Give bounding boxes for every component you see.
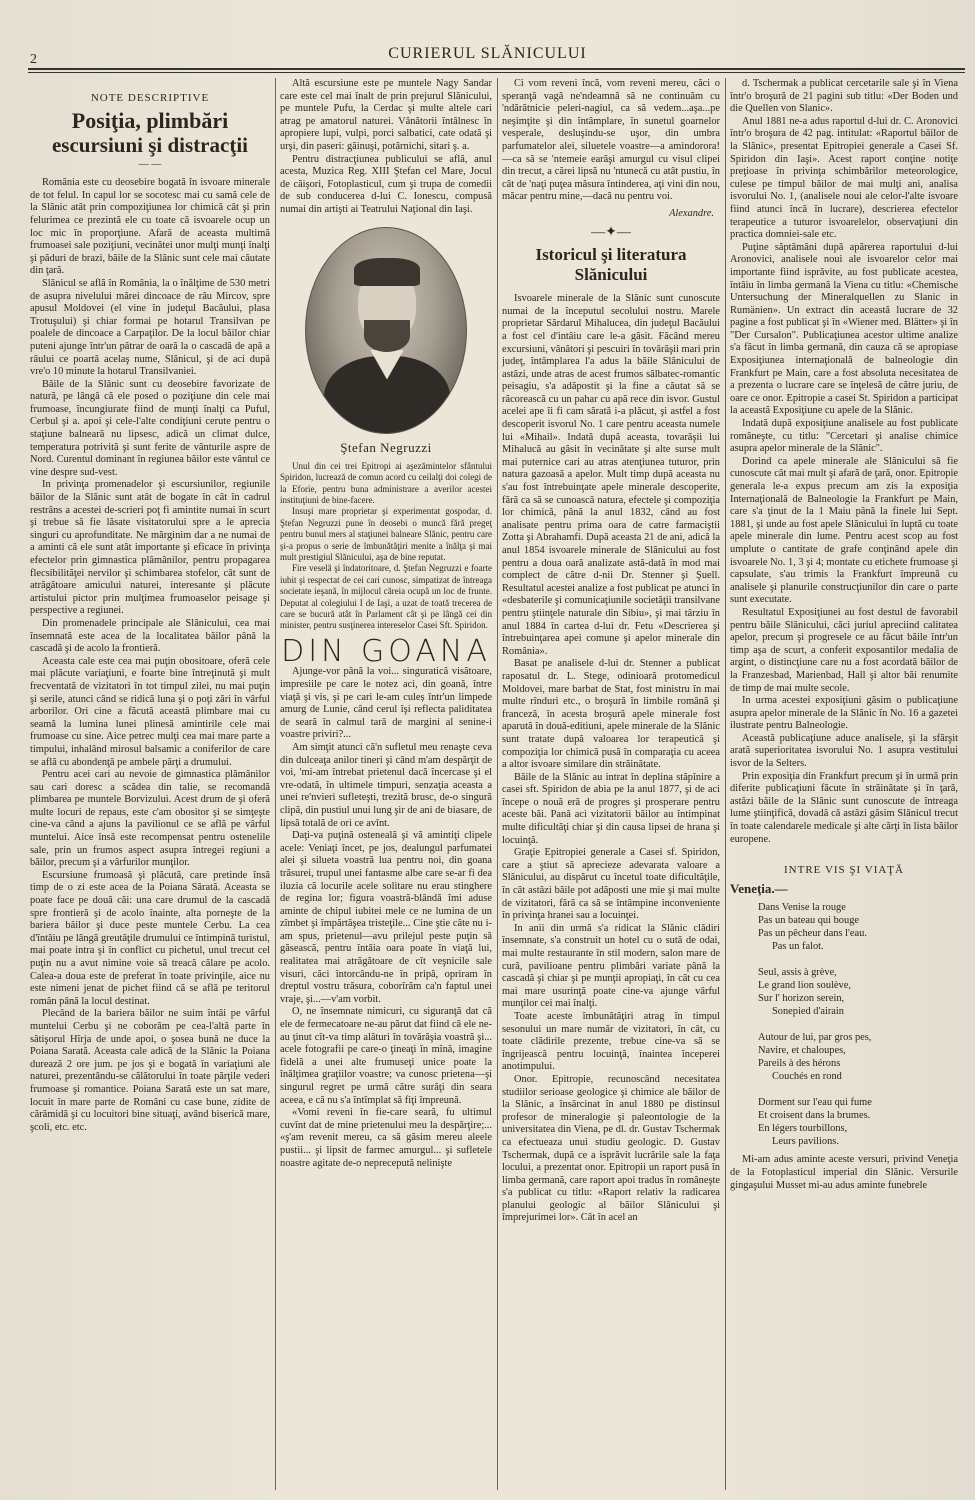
poem-line: Couchés en rond [772,1071,842,1083]
paragraph: d. Tschermak a publicat cercetarile sale şi în Viena într'o broşură de 21 pagini sub titlu: «Der Boden und die Quellen von Slanic». [730,78,958,115]
poem-title: Veneţia.— [730,880,788,896]
poem [758,901,958,1148]
column-divider [275,78,276,1490]
column-4 [730,78,958,1493]
paragraph: Pentru distracţiunea publicului se află, anul acesta, Muzica Reg. XIII Ştefan cel Mare, Jocul de căişori, Fotoplasticul, cum şi trupa de comedii de sub conducerea d-lui C. Ionescu, compusă numai din artişti ai Teatrului Naţional din Iaşi. [280,153,492,215]
header-rule [28,68,965,70]
paragraph: Ajunge-vor până la voi... singuratică visătoare, impresiile pe care le notez aci, din goană, între viaţă şi vis, şi pe cari le-am culeș într'un limpede amurg de Lunie, când cerul îşi reflecta paliditatea de seară în calmul tară de margini al senine-i voastre priviri?... [280,666,492,741]
poem-line [758,1083,958,1096]
column-divider [725,78,726,1490]
poem-line: Pareils à des hérons [758,1058,841,1070]
paragraph: Altă escursiune este pe muntele Nagy Sandar care este cel mai înalt de prin prejurul Slănicului, pe muntele Pufu, la Cerdac şi multe altele cari atrag pe amatorul naturei. Vânătorii întâlnesc în apropiere lupi, vulpi, porci salbatici, cate odată şi urşi, din paseri: găinuşi, potârnichi, sitari ş. a. [280,78,492,152]
paragraph: Slănicul se află în România, la o înălţime de 530 metri de asupra nivelului mărei dincoace de râu Mircov, spre apusul Moldovei (el vine în judeţul Bacăului, plasa Trotuşului) şi chiar formai pe hotarul Transilvan pe poalele de dincoace a Carpaţilor. De la locul băilor chiar puteni ajunge într'un pătrar de oară la o cascadă de apă a râului ce poartă acelaş nume, Slănicul, şi de aci după vre'o 10 minute la hotarul Transilvaniei. [30,277,270,378]
paragraph: Toate aceste îmbunătăţiri atrag în timpul sesonului un mare număr de vizitatori, în cât, cu toate clădirile prezente, trebue cine-va să se îngrijească pentru locuinţă, înaintea începerei anotimpului. [502,1010,720,1073]
poem-line [758,1018,958,1031]
portrait-name: Ştefan Negruzzi [340,440,432,456]
article-title [30,109,270,157]
paragraph: Băile de la Slănic au intrat în deplina stăpînire a casei sft. Spiridon de abia pe la anul 1877, şi de aci începe o nouă eră de progres şi prosperare pentru aceste băi. Pană aci vizitatorii băilor au întimpinat multe dificultăţi chiar şi din causa lipsei de hrana şi locuinţă. [502,771,720,846]
poem-line [758,953,958,966]
paragraph: Pentru acei cari au nevoie de gimnastica plămânilor sau cari doresc a scădea din talie, se recomandă plimbarea pe muntele Borvizului. Acest drum de şi oferă multe locuri de repaus, este c'am obositor şi se simţeşte cine-va când a ajuns la pavilionul ce se află pe vârful muntelui. Aice însă este recompensat pentru ostenelile sale, prin un frumos aspect asupra întregei regiuni a băilor, precum şi a vârfurilor munţilor. [30,769,270,869]
header-rule-thin [28,72,965,73]
caption-paragraph: Fire veselă şi îndatoritoare, d. Ştefan Negruzzi e foarte iubit şi respectat de cei cari cunosc, simpatizat de întreaga societate ieşană, în mijlocul căreia ocupă un loc de frunte. Deputat al colegiului I de Iaşi, a uzat de toată trecerea de care se bucură atât în Parlament cât şi pe lângă cei din minister, pentru susţinerea intereselor Casei Sft. Spiridon. [280,563,492,631]
paragraph: Această publicaţiune aduce analisele, şi la sfârşit arată superioritatea isvorului No. 1 asupra vestitului isvor de la Selters. [730,732,958,770]
caption-paragraph: Unul din cei trei Epitropi ai aşezămintelor sfântului Spiridon, lucrează de comun acord cu ceilalţi doi colegi de la Eforie, pentru buna administrare a averilor acestei instituţiuni de bine-facere. [280,460,492,505]
paragraph: Aceasta cale este cea mai puţin obositoare, oferă cele mai plăcute variaţiuni, e foarte bine întreţinută şi mult frecventată de vizitatori în tot timpul zilei, nu mai puţin şi serile, atunci când se ridică luna şi o poţi zări în vârful arborilor. Ori cine a făcută această plimbare mai cu seamă la lumina lunei plinesă amintirile cele mai frumoase cu sine. Aice petrec mulţi cea mai mare parte a timpului, inhalând mirosul balsamic a coniferilor de care se află cu abondenţă pe ambele părţi a drumului. [30,655,270,768]
poem-line: Pas un falot. [772,941,824,953]
paragraph: Plecând de la bariera băilor ne suim întâi pe vârful muntelui Cerbu şi ne coborâm pe cea-l'altă parte în sătişorul Hîrja de unde apoi, o şosea bună ne duce la Poiana Sarată. Aceasta cale adică de la Slănic la Poiana durează 2 ore jum. pe jos şi e bogată în variaţiuni ale naturei, prezentându-se călătorului în toate părţile vederi frumoase şi romantice. Poiana Sarată este un sat mare, locuit în mare parte de Români cu case bune, zidite de cărămidă şi cu locuitori bine situaţi, având biserică mare, şcoli, etc. etc. [30,1008,270,1133]
paragraph: Daţi-va puţină osteneală şi vă amintiţi clipele acele: Veniaţi încet, pe jos, dealungul parfumatei alei şi silueta voastră lua pentru noi, din goana trăsurei, trupul unei fantasme albe care se-ar fi dea iluzia că locurile acele solitare nu erau stinghere de regina lor; figura voastră-blândă îmi aduse aminte de chipul iubitei mele ce ne lumina de un zîmbet şi împărtăşea tristeţile... Cine ştie câte nu i-am spus, prietenul—avu prilejul peste puţin să găsească, pentru întâia oara poate în viaţă lui, realitatea mai atrăgătoare de cît veşnicile sale visuri, căci întorcându-ne în pripă, opriram în dreptul vostru trăsura, coborîrăm ca'n faptul unei vraje, şi...—v'am vorbit. [280,830,492,1005]
section-heading: NOTE DESCRIPTIVE [90,92,210,104]
paragraph: Prin exposiţia din Frankfurt precum şi în urmă prin diferite publicaţiuni făcute în străinătate şi în ţară, astăzi băile de la Slănic sunt cunoscute de întreaga lume ştiinţifică, dovadă că astăzi găsim Slănicul trecut în toate calendarele medicale şi alte cărţi în lista băilor europene. [730,770,958,845]
paragraph: In privinţa promenadelor şi escursiunilor, regiunile băilor de la Slănic sunt atât de bogate în cât în cadrul restrâns a acestei de-scrieri poţ fi amintite numai în scurt şi trebue să fie lăsate visitatorului spre a le aprecia singuri cu aprofunditate. Ne mărginim dar a ne numai de a aminti că ele sunt atât importante şi eficace în privinţa efectelor prin gimnastica plămânilor, pentru propagarea flecsibilităţei nervilor şi schimbarea stofelor, cât sunt de atrăgătoare amicului naturei, interesante şi plăcute artistului pictor prin mulţimea frumoaselor peisage şi perspective a regiunei. [30,479,270,617]
poem-line: Seul, assis à grève, [758,967,837,979]
paragraph: «Vomi reveni în fie-care seară, fu ultimul cuvînt dat de mine prietenului meu la despărţire;... «ş'am revenit mereu, ca să găsim mereu aleele pustii... şi lipsit de farmec amurgul... şi sufletele noastre agitate de-o neprecepută nelinişte [280,1107,492,1169]
poem-line: Autour de lui, par gros pes, [758,1032,872,1044]
paragraph: In urma acestei exposiţiuni găsim o publicaţiune asupra apelor minerale de la Slănic în No. 16 a gazetei ilustrate pentru Balneologie. [730,695,958,732]
paragraph: România este cu deosebire bogată în isvoare minerale de tot felul. In capul lor se socotesc mai cu samă cele de la Slănic atât prin compoziţiunea lor chimică cât şi prin felurimea ce prezintă ele cu toate că isvoarele ocup un loc mic în proporţiune. Afară de aceasta multimă frumoasei sale poziţiuni, vecinătei unor mulţi munţi înalţi şi păduri de brazi, băile de la Slănic sunt cele mai căutate din ţară. [30,177,270,277]
poem-line: Leurs pavilions. [772,1136,839,1148]
poem-line: En légers tourbillons, [758,1123,848,1135]
portrait-photo [305,227,467,434]
page-number: 2 [30,52,37,67]
paragraph: Dorind ca apele minerale ale Slănicului să fie cunoscute cât mai mult şi afară de ţară, onor. Epitropie generala le-a expus precum am zis la exposiţia Internaţională de Balneologie la Frankfurt pe Main, care s'a ţinut de la 1 Maiu până la finele lui Sept. 1881, şi unde au fost apele Slănicului în luptă cu toate apele minerale din lume. Pentru acest scop au fost umplute o cantitate de grafe conţinând apele din isvoarele No. 1, 3 şi 4; montate cu etichete frumoase şi capsulate, s'au trimis la Frankfurt împreună cu analisele şi planurile construcţiunilor din care o parte sunt executate. [730,455,958,606]
poem-line: Navire, et chaloupes, [758,1045,846,1057]
signature: Alexandre. [669,207,714,219]
poem-line: Sonepied d'airain [772,1006,844,1018]
paragraph: Escursiune frumoasă şi plăcută, care pretinde însă timp de o zi este acea de la Poiana Sărată. Aceasta se poate face pe două căi: una care drumul de la cascadă spre frontieră şi de acolo înainte, alta porneşte de la bariera băilor şi duce peste muntele Cerbu. La cea d'întâiu pe lângă greutăţile drumului ce întimpină turistul, mai poate intra şi în conflict cu pichetul, unul trecut cel puţin nu a avut nimine voie să treacă călare pe acolo. Calea-a doua este de preferat în toate privinţile, aice nu este nimeni jenat de pichet fiind că se află pe teritorul român până la locul destinat. [30,869,270,1007]
paragraph: Graţie Epitropiei generale a Casei sf. Spiridon, care a ştiut să aprecieze adevarata valoare a Slănicului, au dispărut cu încetul toate dificultăţile, în cât astăzi băile pot adăposti une mie şi mai multe de vizitatori, fără ca să se întâmpine inconveniente în privinţa hranei sau a locuinţei. [502,847,720,922]
column-3 [502,78,720,1493]
paragraph: Onor. Epitropie, recunoscând necesitatea studiilor serioase geologice şi chimice ale băilor de la Slănic, a însărcinat în anul 1880 pe distinsul profesor de mineralogie şi paleontologie de la universitatea din Viena, pe dl. dr. Gustav Tschermak ca efectueaza unui studiu geologic. D. Gustav Tschermak, după ce a isprăvit lucrările sale la faţa locului, a prezentat onor. Epitropii un raport pusă în limba germană, care raport apoi tradus în româneşte s'a publicat cu titlu: «Raport relativ la radicarea planului geologic al băilor Slănicului şi împrejurimei lor». Cât în acel an [502,1073,720,1224]
paragraph: Am simţit atunci că'n sufletul meu renaşte ceva din dulceaţa anilor tineri şi când m'am despărţit de voi, 'mi-am întrebat prietenul dacă încercase şi el vre-odată, în ultimele timpuri, senzaţia aceasta a unei re'nvieri sufleteşti, trezită brusc, de-o singură clipă, din pustiul unui lung şir de ani de biasare, de lipsă totală de ori ce avînt. [280,741,492,829]
paragraph: Anul 1881 ne-a adus raportul d-lui dr. C. Aronovici într'o broşura de 42 pag. intitulat: «Raportul băilor de la Slănic», presentat Epitropiei generale a Casei Sf. Spiridon din Iaşi». Acest raport conţine notiţe preţioase în privinţa schimbărilor meteorologice, culese pe timpul băilor de mai mulţi ani, analisa isvorului No. 1, (analisele noui ale celor-l'alte isvoare fiind atunci încă în lucrare), descrierea efectelor terapeutice a tuturor isvoarelelor, observaţiuni din practica domniei-sale etc. [730,115,958,241]
page-header [0,0,975,70]
poem-line: Dans Venise la rouge [758,902,846,914]
separator: — — [138,158,162,170]
paragraph: Băile de la Slănic sunt cu deosebire favorizate de natură, pe lângă că ele posed o poziţiune din cele mai frumoase, încungiurate fiind de munţi înalţi ca Puful, Cerbul şi a. apoi şi cele-l'alte condiţiuni cerute pentru o staţiune balneară nu lipsesc, adică un climat dulce, temperatura potrivită şi sunt ferite de vânturile aspre de Nord. Curentul dominant în regiunea băilor este vântul ce vine despre sud-vest. [30,378,270,478]
ornament-divider: —✦— [591,224,631,240]
caption-paragraph: Insuşi mare proprietar şi experimentat gospodar, d. Ştefan Negruzzi pune în deosebi o muncă fără pregeţ pentru bunul mers al staţiunei balneare Slănic, pentru care şi-a propus o serie de îmbunătăţiri menite a înălţa şi mai mult prestigiul Slănicului, aşa de bine reputat. [280,506,492,562]
poem-line: Sur l' horizon serein, [758,993,845,1005]
paragraph: Isvoarele minerale de la Slănic sunt cunoscute numai de la începutul secolului nostru. Marele proprietar Sărdarul Mihalucea, din judeţul Bacăului a fost cel d'intâiu care le-a găsit. Făcând mereu excursiuni, vânători şi pescuiri în tovărăşii mari prin judeţ, întâmplarea l'a adus la băile Slănicului de astăzi, unde atras de acest frumos sălbatec-romantic peisagiu, s'a adăpostit şi la fine a căutat să se răcorească cu un pahar cu apă rece din isvor. Gustul acelei ape îi fi cam sărată i-a plăcut, şi astfel a fost descoperit isvorul No. 1 care pentru aceasta numele lui «Mihail». Indată după aceasta, tovarăşii lui Mihalucă au găsit în vecinătate şi alte surse mult mai puternice cari au atras atenţiunea tuturor, prin natura gazoasă a apelor. Mult timp după aceasta nu s'au fost întrebuinţate apele minerale descoperite, fără ca să se cunoască natura, efectele şi compoziţia lor chimică, până la anul 1832, când au fost analisate pentru prima oara de catre farmaciştii Zotta şi Abrahamfi. După aceasta 21 de ani, adică la anul 1854 isvoarele minerale de Slănicului au fost pentru a doua oară analizate astă-dată în mod mai complect de către d-nii Dr. Stenner şi Şuell. Resultatul acestei analize a fost publicat pe atunci în «desbaterile şi comunicaţiunile societăţii transilvane pentru ştiinţele naturale din Sibiu», şi mai târziu în anul 1884 în cartea d-lui dr. Fetu «Descrierea şi întrebuinţarea apei comune şi apelor minerale din România». [502,293,720,657]
section-heading: INTRE VIS ŞI VIAŢĂ [784,864,904,877]
column-2 [280,78,492,1493]
article-title-line: escursiuni şi distracţii [51,132,248,157]
paragraph: Resultatul Exposiţiunei au fost destul de favorabil pentru băile Slănicului, căci juriul apreciind calitatea apelor, precum şi progresele ce au făcut băile într'un timp aşa de scurt, a conferit exposantilor medalia de argint, o distincţiune care nu a fost acordată băilor de la Franzesbad, Marienbad, Hall şi altor băi renumite de timp de mai multe secole. [730,606,958,694]
column-divider [497,78,498,1490]
article-title-line: Posiţia, plimbări [71,107,229,133]
paragraph: In anii din urmă s'a ridicat la Slănic clădiri însemnate, s'a construit un hotel cu o sută de odai, mai multe restaurante în stil modern, salon mare de cură, pavilioane pentru plimbări variate până la cascadă şi chiar şi pe munţii apropiaţi, în cât cu cea mai mare usurinţă poate cine-va ajunge vârful munţilor cei mai înalţi. [502,922,720,1010]
poem-line: Dorment sur l'eau qui fume [758,1097,872,1109]
story-title: DIN GOANA [281,633,491,669]
poem-line: Pas un pêcheur dans l'eau. [758,928,867,940]
poem-line: Pas un bateau qui bouge [758,915,859,927]
paragraph: Ci vom reveni încă, vom reveni mereu, căci o speranţă vagă ne'ndeamnă să ne continuăm cu 'ndărătnicie peleri-nagiul, ca să vedem...aşa...pe neşimţite şi din întâmplare, în sunetul goarnelor vesperale, desluşindu-se uşor, din umbra parfumatelor alei, siluetele voastre—a amindorora! —ca să se 'ntemeie earăşi amurgul cu visul clipei din trecut, a cărei lipsă nu 'ntunecă cu atât pustiu, în cât de 'naţi puţea măsura întinderea, aţi vini din nou, măcar pentru mine,—dacă nu pentru voi. [502,78,720,203]
masthead: CURIERUL SLĂNICULUI [388,45,587,62]
poem-line: Le grand lion soulève, [758,980,851,992]
paragraph: Basat pe analisele d-lui dr. Stenner a publicat raposatul dr. L. Stege, odinioară protomedicul Moldovei, mare barbat de Stat, fost ministru în mai multe rînduri etc., o broşură în limbile română şi franceză, în acesta broşură apele minerale fost aparută în două-editiuni, apele minerale de la Slănic sunt tratate după valoarea lor terapeutică şi compoziţia lor chimică pusă în comparaţia cu aceea a altor isvoare similare din străinătate. [502,658,720,771]
section-title: Istoricul şi literatura Slănicului [535,245,687,285]
portrait-frame [280,227,492,439]
paragraph: Mi-am adus aminte aceste versuri, privind Veneţia de la Fotoplasticul imperial din Slănic. Versurile gingaşului Musset mi-au adus aminte funebrele [730,1154,958,1191]
paragraph: Din promenadele principale ale Slănicului, cea mai însemnată este acea de la localitatea băilor până la cascadă şi de acolo la frontieră. [30,617,270,655]
paragraph: O, ne însemnate nimicuri, cu siguranţă dat că ele de fermecatoare ne-au părut dat fiind că ele ne-au ţinut cît-va timp alături în tovărăşia voastră şi... acele fotografii pe care-o ţineaţi în mînă, imagine fidelă a unei alte frumuseţi unice poate la înălţimea graţiilor voastre; va cunosc prietena—şi singurul regret pe urmă către surăţi din seara aceea, e că nu s'a întîmplat să fiţi împreună. [280,1006,492,1106]
column-1 [30,78,270,1493]
poem-line: Et croisent dans la brumes. [758,1110,871,1122]
paragraph: Puţine săptămâni după apărerea raportului d-lui Aronovici, analisele noui ale isvoarelor celor mai importante fiind isprăvite, au fost publicate acestea, întâiu în limba germană la Viena cu titlu: «Chemische Untersuchung der Mineralquellen zu Slanic in Rumänien». Un extract din această lucrare de 32 pagine a fost publicat şi în «Wiener med. Blätter» şi în "Der Cursalon". Publicaţiunea acestor ultime analize s'a făcut în limba germană, din cauza că se apropiase Exposiţiunea internaţională de balneologie din Frankfurt pe Main, care a fost absoluta necesitatea de a prezenta o lucrare care se înţelesă de către juriu, de oare ce onor. Epitropie a casei St. Spiridon a participat la această Exposiţiune cu apele de la Slănic. [730,241,958,417]
paragraph: Indată după exposiţiune analisele au fost publicate româneşte, cu titlu: "Cercetari şi analise chimice asupra apelor minerale de la Slănic". [730,418,958,455]
